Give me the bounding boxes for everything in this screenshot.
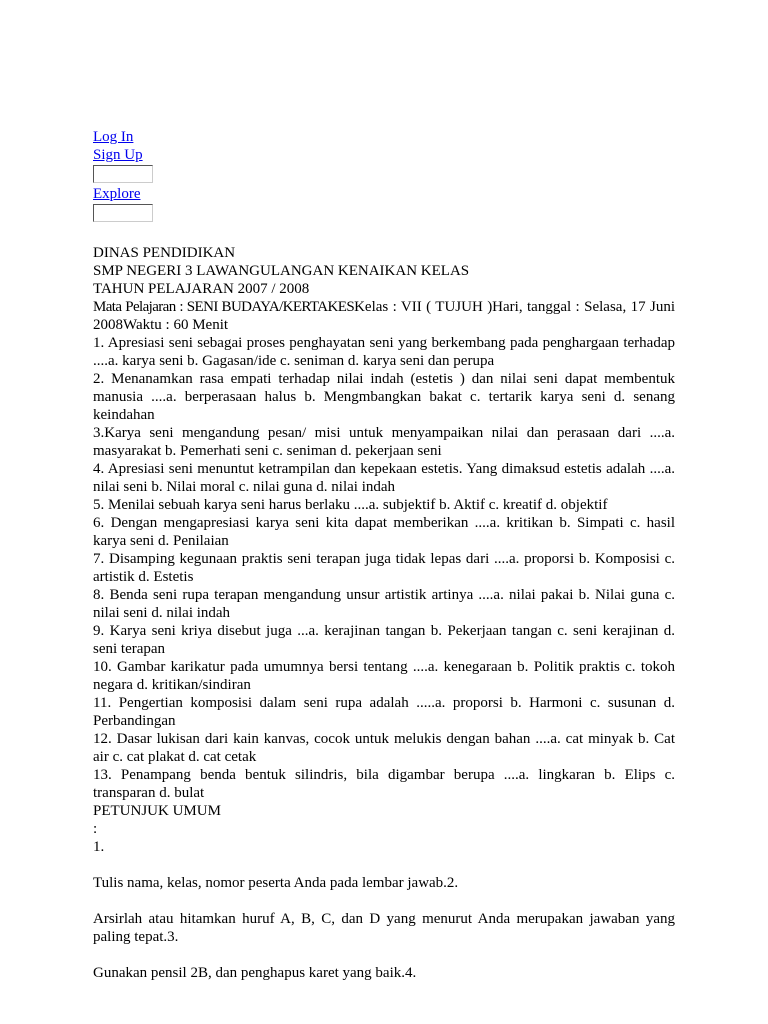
instruction-number-1: 1. [93,839,105,855]
question-3: 3.Karya seni mengandung pesan/ misi untuk menyampaikan nilai dan perasaan dari ....a. masyarakat b. Pemerhati seni c. seniman d. pekerjaan seni [93,425,675,459]
header-line-1: DINAS PENDIDIKAN [93,245,236,261]
spacer [93,856,675,874]
document-body [93,244,675,982]
header-line-2: SMP NEGERI 3 LAWANGULANGAN KENAIKAN KELAS [93,263,470,279]
petunjuk-colon: : [93,821,98,837]
exam-meta [93,298,675,334]
explore-link[interactable]: Explore [93,186,141,202]
signup-link[interactable]: Sign Up [93,147,143,163]
spacer [93,892,675,910]
question-6: 6. Dengan mengapresiasi karya seni kita dapat memberikan ....a. kritikan b. Simpati c. hasil karya seni d. Penilaian [93,515,675,549]
search-input[interactable] [93,165,153,183]
question-7: 7. Disamping kegunaan praktis seni terapan juga tidak lepas dari ....a. proporsi b. Komposisi c. artistik d. Estetis [93,551,675,585]
question-5: 5. Menilai sebuah karya seni harus berlaku ....a. subjektif b. Aktif c. kreatif d. objektif [93,497,608,513]
question-10: 10. Gambar karikatur pada umumnya bersi tentang ....a. kenegaraan b. Politik praktis c. tokoh negara d. kritikan/sindiran [93,659,675,693]
spacer [93,946,675,964]
instruction-1: Tulis nama, kelas, nomor peserta Anda pada lembar jawab.2. [93,875,459,891]
question-4: 4. Apresiasi seni menuntut ketrampilan dan kepekaan estetis. Yang dimaksud estetis adalah ....a. nilai seni b. Nilai moral c. nilai guna d. nilai indah [93,461,675,495]
petunjuk-title: PETUNJUK UMUM [93,803,221,819]
explore-input[interactable] [93,204,153,222]
question-11: 11. Pengertian komposisi dalam seni rupa adalah .....a. proporsi b. Harmoni c. susunan d. Perbandingan [93,695,675,729]
question-2: 2. Menanamkan rasa empati terhadap nilai indah (estetis ) dan nilai seni dapat membentuk manusia ....a. berperasaan halus b. Mengmbangkan bakat c. tertarik karya seni d. senang keindahan [93,371,675,423]
instruction-2: Arsirlah atau hitamkan huruf A, B, C, dan D yang menurut Anda merupakan jawaban yang paling tepat.3. [93,911,675,945]
top-nav [93,128,293,224]
question-9: 9. Karya seni kriya disebut juga ...a. kerajinan tangan b. Pekerjaan tangan c. seni kerajinan d. seni terapan [93,623,675,657]
question-13: 13. Penampang benda bentuk silindris, bila digambar berupa ....a. lingkaran b. Elips c. transparan d. bulat [93,767,675,801]
header-line-3: TAHUN PELAJARAN 2007 / 2008 [93,281,310,297]
instruction-3: Gunakan pensil 2B, dan penghapus karet yang baik.4. [93,965,417,981]
question-1: 1. Apresiasi seni sebagai proses penghayatan seni yang berkembang pada penghargaan terhadap ....a. karya seni b. Gagasan/ide c. seniman d. karya seni dan perupa [93,335,675,369]
exam-details: Kelas : VII ( TUJUH )Hari, tanggal : Selasa, 17 Juni 2008Waktu : 60 Menit [93,299,676,333]
login-link[interactable]: Log In [93,129,134,145]
question-12: 12. Dasar lukisan dari kain kanvas, cocok untuk melukis dengan bahan ....a. cat minyak b. Cat air c. cat plakat d. cat cetak [93,731,675,765]
question-8: 8. Benda seni rupa terapan mengandung unsur artistik artinya ....a. nilai pakai b. Nilai guna c. nilai seni d. nilai indah [93,587,675,621]
exam-subject: Mata Pelajaran : SENI BUDAYA/KERTAKES [93,299,355,315]
